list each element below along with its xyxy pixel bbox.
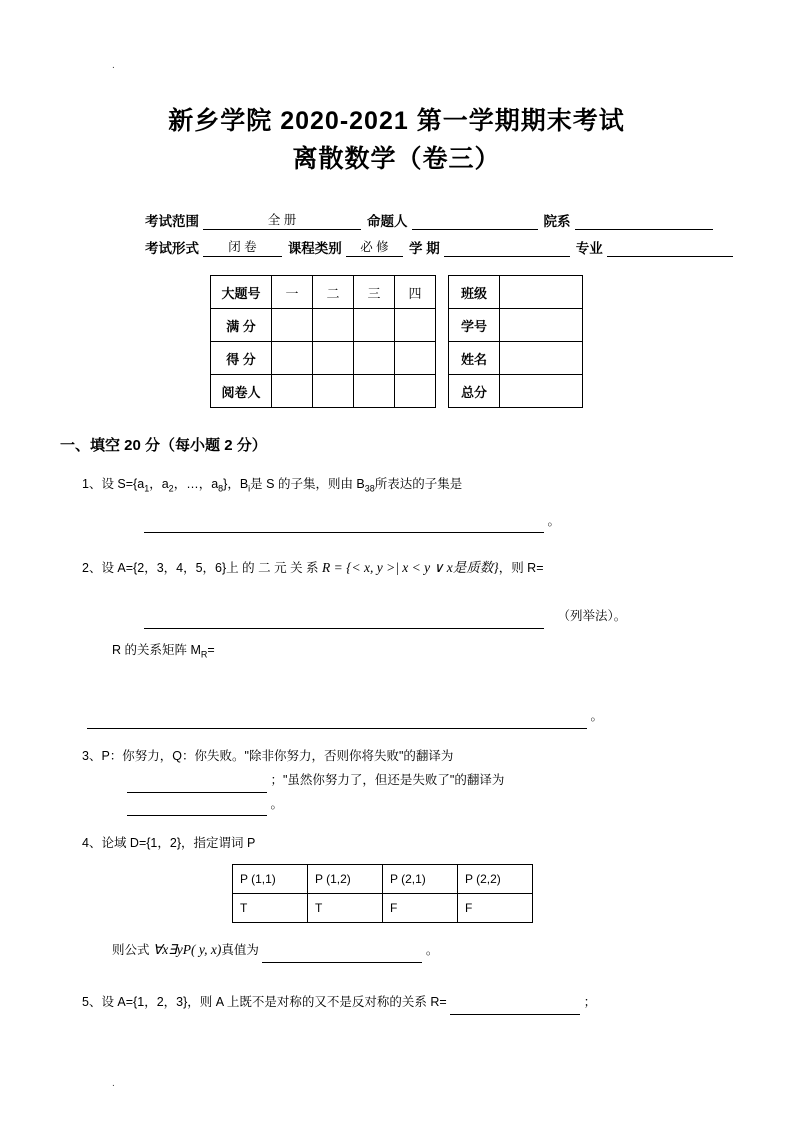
q2-text-suffix: ，则 R=	[498, 561, 544, 576]
q1-answer-blank[interactable]	[144, 517, 544, 533]
value-department	[575, 229, 713, 230]
question-4	[60, 832, 733, 963]
q1-answer-row	[82, 510, 733, 534]
q4-line-1: 4、论域 D={1，2}，指定谓词 P	[82, 836, 256, 851]
cell	[272, 342, 313, 375]
cell: 四	[395, 276, 436, 309]
q2-answer-row	[82, 605, 733, 629]
q1-period: 。	[547, 513, 560, 528]
student-info-table	[448, 275, 583, 408]
q1-sub-3: 8	[218, 483, 224, 494]
header-cell: P (1,1)	[233, 865, 308, 894]
row-head: 得 分	[211, 342, 272, 375]
q1-sub-4: i	[248, 483, 251, 494]
label-exam-scope: 考试范围	[145, 214, 199, 229]
q4-formula: ∀x∃yP( y, x)	[152, 942, 222, 958]
predicate-truth-table	[232, 864, 533, 923]
q1-text-prefix: 1、设 S={a	[82, 477, 145, 491]
label-department: 院系	[543, 214, 571, 229]
label-exam-form: 考试形式	[145, 241, 199, 256]
q2-text-prefix: 2、设 A={2，3，4，5，6}上 的 二 元 关 系	[82, 561, 323, 576]
cell	[313, 309, 354, 342]
value-semester	[444, 256, 570, 257]
row-head: 班级	[449, 276, 500, 309]
q2-matrix-answer-row	[82, 705, 733, 729]
value-course-type: 必 修	[346, 240, 403, 257]
cell	[395, 309, 436, 342]
table-row	[233, 865, 533, 894]
q1-text-mid2: ，…，a	[173, 477, 219, 491]
value-cell: T	[233, 894, 308, 923]
value-cell: F	[458, 894, 533, 923]
exam-meta-row-1	[145, 210, 733, 230]
value-major	[607, 256, 733, 257]
label-major: 专业	[575, 241, 603, 256]
q1-text-mid4: 是 S 的子集，则由 B	[250, 477, 365, 491]
table-row	[211, 342, 436, 375]
table-row	[449, 375, 583, 408]
q1-text-mid1: ，a	[149, 477, 169, 491]
q1-sub-5: 38	[364, 483, 375, 494]
header-cell: P (2,2)	[458, 865, 533, 894]
q5-answer-blank[interactable]	[450, 999, 580, 1015]
q1-sub-1: 1	[144, 483, 150, 494]
q2-answer-blank[interactable]	[144, 613, 544, 629]
cell	[500, 276, 583, 309]
q4-line-2-prefix: 则公式	[112, 943, 153, 958]
q2-matrix-label-prefix: R 的关系矩阵 M	[112, 642, 201, 657]
table-row	[211, 309, 436, 342]
table-row	[449, 342, 583, 375]
cell	[272, 309, 313, 342]
value-proposer	[412, 229, 538, 230]
q4-period: 。	[425, 943, 439, 958]
score-tables	[60, 275, 733, 408]
question-3	[60, 745, 733, 816]
bottom-margin-mark: .	[112, 1078, 115, 1089]
q4-line-2-mid: 真值为	[221, 943, 259, 958]
title-line-1: 新乡学院 2020-2021 第一学期期末考试	[168, 107, 625, 135]
big-question-score-table	[210, 275, 436, 408]
cell	[272, 375, 313, 408]
table-row	[233, 894, 533, 923]
table-row	[449, 276, 583, 309]
q1-text-suffix: 所表达的子集是	[374, 477, 463, 491]
q3-line-3: 。	[270, 796, 283, 811]
top-margin-mark: .	[112, 60, 115, 71]
cell	[354, 342, 395, 375]
exam-meta-row-2	[145, 237, 733, 257]
cell	[313, 342, 354, 375]
q2-matrix-label-row	[82, 639, 733, 664]
title-line-2: 离散数学（卷三）	[292, 144, 501, 173]
cell	[500, 309, 583, 342]
table-row	[211, 375, 436, 408]
q5-text-prefix: 5、设 A={1，2，3}，则 A 上既不是对称的又不是反对称的关系 R=	[82, 994, 447, 1009]
q5-suffix: ；	[583, 994, 597, 1009]
value-cell: T	[308, 894, 383, 923]
value-exam-form: 闭 卷	[203, 240, 282, 257]
label-semester: 学 期	[408, 241, 440, 256]
label-proposer: 命题人	[367, 214, 408, 229]
cell: 一	[272, 276, 313, 309]
question-2	[60, 555, 733, 729]
q3-answer-blank-2[interactable]	[127, 800, 267, 816]
section-title-fill-in-blank: 一、填空 20 分（每小题 2 分）	[60, 437, 267, 454]
header-cell: P (2,1)	[383, 865, 458, 894]
cell: 三	[354, 276, 395, 309]
table-row	[211, 276, 436, 309]
value-exam-scope: 全 册	[203, 213, 361, 230]
cell	[395, 342, 436, 375]
cell	[354, 309, 395, 342]
q2-matrix-period: 。	[590, 709, 603, 724]
q2-matrix-answer-blank[interactable]	[87, 713, 587, 729]
cell	[313, 375, 354, 408]
exam-meta-block	[60, 210, 733, 257]
row-head: 大题号	[211, 276, 272, 309]
q4-answer-blank[interactable]	[262, 947, 422, 963]
q1-sub-2: 2	[168, 483, 174, 494]
q2-note: （列举法）。	[557, 609, 627, 624]
q3-line-1: 3、P：你努力，Q：你失败。"除非你努力，否则你将失败"的翻译为	[82, 749, 454, 764]
row-head: 阅卷人	[211, 375, 272, 408]
cell: 二	[313, 276, 354, 309]
value-cell: F	[383, 894, 458, 923]
header-cell: P (1,2)	[308, 865, 383, 894]
q1-text-mid3: }，B	[223, 477, 249, 491]
cell	[354, 375, 395, 408]
q2-matrix-sub: R	[200, 649, 208, 660]
page-title	[60, 103, 733, 178]
q3-answer-row-1	[82, 769, 733, 793]
q3-answer-row-2	[82, 793, 733, 817]
cell	[500, 342, 583, 375]
row-head: 学号	[449, 309, 500, 342]
row-head: 满 分	[211, 309, 272, 342]
table-row	[449, 309, 583, 342]
label-course-type: 课程类别	[287, 241, 342, 256]
q2-matrix-label-suffix: =	[207, 642, 215, 657]
q3-line-2: ；"虽然你努力了，但还是失败了"的翻译为	[270, 772, 505, 787]
q3-answer-blank-1[interactable]	[127, 777, 267, 793]
cell	[395, 375, 436, 408]
question-5	[60, 991, 733, 1015]
question-1	[60, 473, 733, 533]
cell	[500, 375, 583, 408]
row-head: 姓名	[449, 342, 500, 375]
q2-formula: R = {< x, y >| x < y ∨ x是质数}	[322, 560, 499, 576]
row-head: 总分	[449, 375, 500, 408]
q4-answer-row	[82, 937, 733, 963]
